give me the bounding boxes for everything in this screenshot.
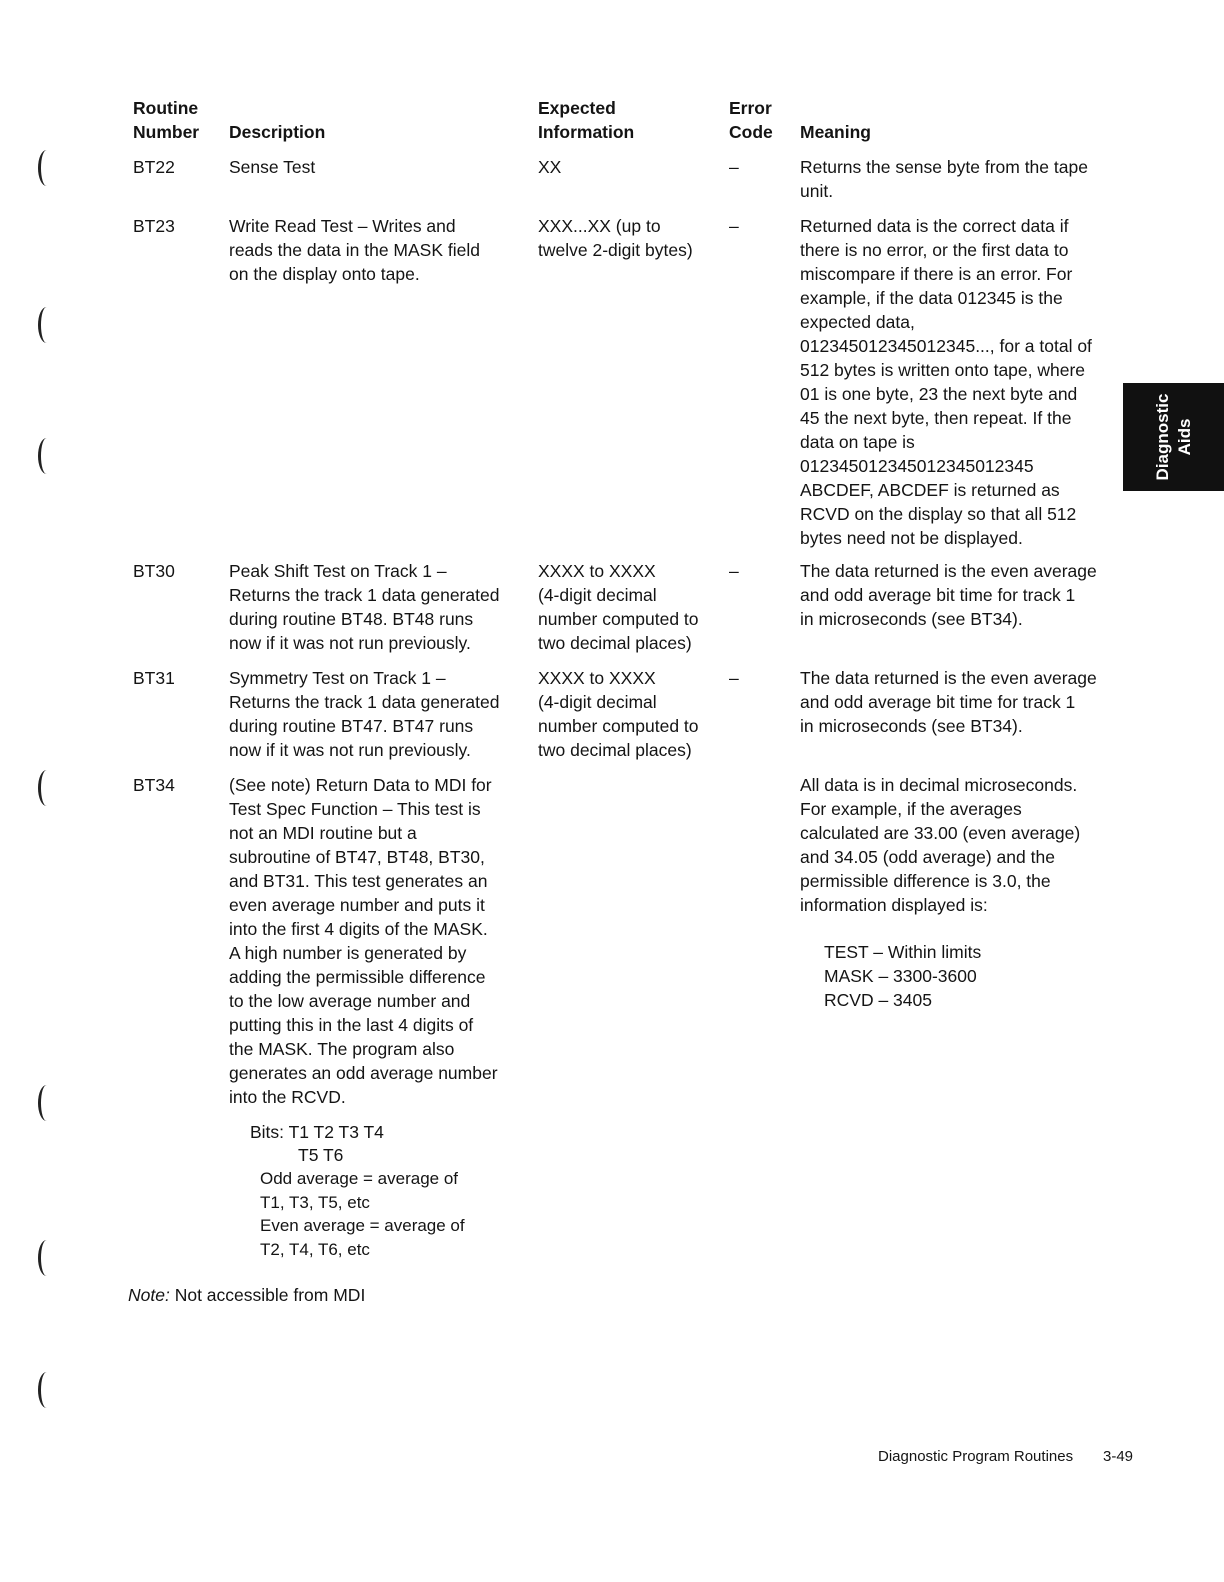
text-line: RCVD on the display so that all 512	[800, 504, 1077, 524]
text-line: putting this in the last 4 digits of	[229, 1015, 474, 1035]
text-line: XXXX to XXXX	[538, 668, 656, 688]
row-error-code: –	[729, 561, 739, 581]
header-text: Code	[729, 122, 773, 142]
routine-number: BT34	[133, 775, 175, 795]
note-label: Note:	[128, 1285, 170, 1305]
routine-number: BT30	[133, 561, 175, 581]
text-line: number computed to	[538, 609, 699, 629]
text-line: Returns the sense byte from the tape	[800, 157, 1088, 177]
text-line: and odd average bit time for track 1	[800, 585, 1076, 605]
text-line: (4-digit decimal	[538, 692, 657, 712]
text-line: now if it was not run previously.	[229, 633, 471, 653]
text-line: 01 is one byte, 23 the next byte and	[800, 384, 1078, 404]
row-meaning	[800, 214, 1092, 550]
text-line: there is no error, or the first data to	[800, 240, 1069, 260]
text-line: XXX...XX (up to	[538, 216, 661, 236]
text-line: T1, T3, T5, etc	[260, 1192, 370, 1212]
row-expected	[538, 155, 561, 179]
text-line: 512 bytes is written onto tape, where	[800, 360, 1086, 380]
bits-line: Bits: T1 T2 T3 T4	[250, 1122, 384, 1142]
text-line: miscompare if there is an error. For	[800, 264, 1073, 284]
text-line: ABCDEF, ABCDEF is returned as	[800, 480, 1060, 500]
text-line: (4-digit decimal	[538, 585, 657, 605]
text-line: Returns the track 1 data generated	[229, 692, 500, 712]
text-line: expected data,	[800, 312, 915, 332]
note-text: Not accessible from MDI	[174, 1285, 366, 1305]
text-line: now if it was not run previously.	[229, 740, 471, 760]
text-line: information displayed is:	[800, 895, 988, 915]
header-text: Error	[729, 98, 772, 118]
text-line: The data returned is the even average	[800, 668, 1097, 688]
text-line: two decimal places)	[538, 740, 692, 760]
row-meaning	[800, 155, 1088, 203]
text-line: data on tape is	[800, 432, 915, 452]
text-line: permissible difference is 3.0, the	[800, 871, 1051, 891]
text-line: example, if the data 012345 is the	[800, 288, 1063, 308]
text-line: generates an odd average number	[229, 1063, 498, 1083]
header-text: Routine	[133, 98, 199, 118]
routine-number: BT31	[133, 668, 175, 688]
row-error-code: –	[729, 216, 739, 236]
binder-hole-mark	[38, 1372, 55, 1408]
section-tab-label	[1152, 394, 1196, 481]
row-meaning	[800, 666, 1097, 738]
text-line: The data returned is the even average	[800, 561, 1097, 581]
row-description	[229, 666, 499, 762]
text-line: into the first 4 digits of the MASK.	[229, 919, 488, 939]
text-line: on the display onto tape.	[229, 264, 420, 284]
text-line: MASK – 3300-3600	[824, 966, 977, 986]
text-line: For example, if the averages	[800, 799, 1022, 819]
text-line: reads the data in the MASK field	[229, 240, 480, 260]
text-line: and 34.05 (odd average) and the	[800, 847, 1055, 867]
row-meaning	[800, 559, 1097, 631]
text-line: All data is in decimal microseconds.	[800, 775, 1078, 795]
text-line: TEST – Within limits	[824, 942, 982, 962]
header-routine-number	[133, 96, 199, 144]
text-line: XX	[538, 157, 562, 177]
text-line: the MASK. The program also	[229, 1039, 455, 1059]
text-line: 45 the next byte, then repeat. If the	[800, 408, 1072, 428]
row-description	[229, 155, 315, 179]
row-error-code: –	[729, 157, 739, 177]
text-line: Returns the track 1 data generated	[229, 585, 500, 605]
average-definitions	[260, 1167, 465, 1261]
text-line: twelve 2-digit bytes)	[538, 240, 693, 260]
routine-number: BT22	[133, 157, 175, 177]
row-expected	[538, 214, 693, 262]
routine-number: BT23	[133, 216, 175, 236]
page-number: 3-49	[1103, 1448, 1134, 1465]
text-line: during routine BT47. BT47 runs	[229, 716, 474, 736]
text-line: unit.	[800, 181, 834, 201]
text-line: 012345012345012345..., for a total of	[800, 336, 1092, 356]
header-text: Number	[133, 122, 200, 142]
header-text: Expected	[538, 98, 616, 118]
row-meaning	[800, 773, 1080, 917]
row-expected	[538, 666, 699, 762]
binder-hole-mark	[38, 150, 55, 186]
text-line: 012345012345012345012345	[800, 456, 1034, 476]
header-expected-information	[538, 96, 634, 144]
text-line: subroutine of BT47, BT48, BT30,	[229, 847, 485, 867]
text-line: T2, T4, T6, etc	[260, 1239, 370, 1259]
text-line: in microseconds (see BT34).	[800, 716, 1023, 736]
text-line: Returned data is the correct data if	[800, 216, 1069, 236]
text-line: not an MDI routine but a	[229, 823, 417, 843]
header-error-code	[729, 96, 773, 144]
text-line: and odd average bit time for track 1	[800, 692, 1076, 712]
text-line: Write Read Test – Writes and	[229, 216, 456, 236]
text-line: during routine BT48. BT48 runs	[229, 609, 474, 629]
text-line: Symmetry Test on Track 1 –	[229, 668, 446, 688]
text-line: bytes need not be displayed.	[800, 528, 1023, 548]
display-example	[824, 940, 981, 1012]
row-expected	[538, 559, 699, 655]
note	[128, 1283, 365, 1307]
text-line: XXXX to XXXX	[538, 561, 656, 581]
text-line: (See note) Return Data to MDI for	[229, 775, 492, 795]
text-line: to the low average number and	[229, 991, 471, 1011]
binder-hole-mark	[38, 770, 55, 806]
text-line: Aids	[1174, 418, 1194, 456]
binder-hole-mark	[38, 1085, 55, 1121]
text-line: adding the permissible difference	[229, 967, 486, 987]
text-line: Test Spec Function – This test is	[229, 799, 481, 819]
bits-line: T5 T6	[298, 1145, 344, 1165]
header-text: Information	[538, 122, 635, 142]
text-line: Odd average = average of	[260, 1169, 458, 1188]
binder-hole-mark	[38, 438, 55, 474]
text-line: Peak Shift Test on Track 1 –	[229, 561, 447, 581]
text-line: even average number and puts it	[229, 895, 485, 915]
binder-hole-mark	[38, 1240, 55, 1276]
text-line: Even average = average of	[260, 1216, 465, 1235]
text-line: RCVD – 3405	[824, 990, 932, 1010]
text-line: number computed to	[538, 716, 699, 736]
text-line: and BT31. This test generates an	[229, 871, 488, 891]
text-line: Diagnostic	[1152, 393, 1172, 481]
text-line: Sense Test	[229, 157, 316, 177]
header-description: Description	[229, 122, 326, 142]
text-line: in microseconds (see BT34).	[800, 609, 1023, 629]
text-line: A high number is generated by	[229, 943, 467, 963]
row-description	[229, 214, 480, 286]
text-line: calculated are 33.00 (even average)	[800, 823, 1081, 843]
section-tab-diagnostic-aids	[1123, 383, 1224, 491]
header-meaning: Meaning	[800, 122, 871, 142]
footer-title: Diagnostic Program Routines	[878, 1448, 1074, 1465]
text-line: two decimal places)	[538, 633, 692, 653]
binder-hole-mark	[38, 307, 55, 343]
row-error-code: –	[729, 668, 739, 688]
row-description	[229, 559, 499, 655]
text-line: into the RCVD.	[229, 1087, 346, 1107]
row-description	[229, 773, 498, 1109]
